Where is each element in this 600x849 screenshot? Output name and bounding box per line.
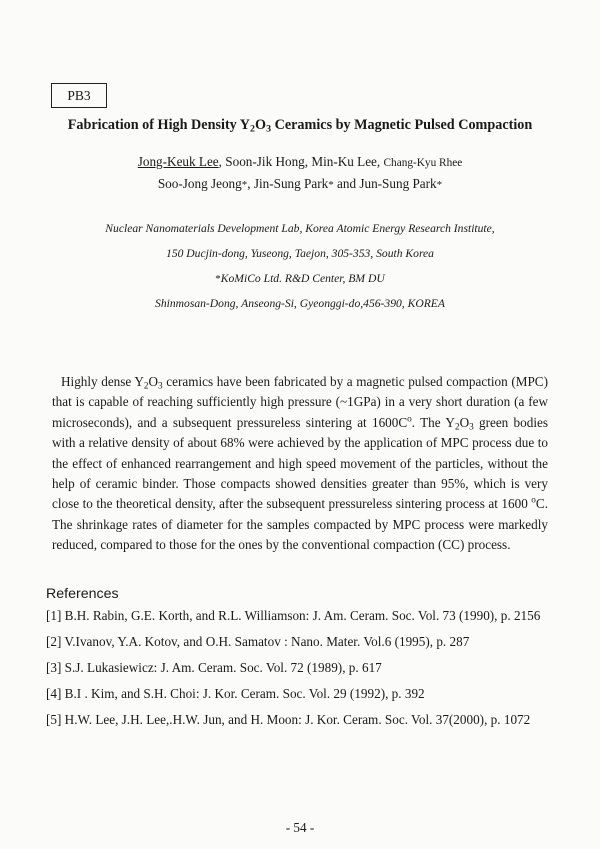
affiliation-mark-icon: * <box>328 179 334 191</box>
affiliation-line-4: Shinmosan-Dong, Anseong-Si, Gyeonggi-do,456-390, KOREA <box>155 297 445 310</box>
author-line-2: Soo-Jong Jeong*, Jin-Sung Park* and Jun-Sung Park* <box>157 176 443 191</box>
affiliation-mark-icon: * <box>215 273 221 285</box>
reference-item: [5] H.W. Lee, J.H. Lee,.H.W. Jun, and H. Moon: J. Kor. Ceram. Soc. Vol. 37(2000), p. 1072 <box>46 712 531 727</box>
reference-item: [2] V.Ivanov, Y.A. Kotov, and O.H. Samatov : Nano. Mater. Vol.6 (1995), p. 287 <box>46 634 470 649</box>
paper-title: Fabrication of High Density $Y_2O_3$ Ceramics by Magnetic Pulsed Compaction <box>67 117 533 135</box>
affiliation-mark-icon: * <box>436 179 443 191</box>
reference-item: [1] B.H. Rabin, G.E. Korth, and R.L. Williamson: J. Am. Ceram. Soc. Vol. 73 (1990), p. 2156 <box>46 608 541 623</box>
presenting-author: Jong-Keuk Lee <box>137 154 219 169</box>
author-line-1: Jong-Keuk Lee, Soon-Jik Hong, Min-Ku Lee, Chang-Kyu Rhee <box>137 154 463 169</box>
reference-item: [3] S.J. Lukasiewicz: J. Am. Ceram. Soc. Vol. 72 (1989), p. 617 <box>46 660 382 675</box>
references-heading: References <box>46 586 119 602</box>
affiliation-mark-icon: * <box>241 179 248 191</box>
session-code-box <box>51 83 107 108</box>
abstract <box>52 372 548 556</box>
affiliation-line-2: 150 Ducjin-dong, Yuseong, Taejon, 305-353, South Korea <box>166 247 434 260</box>
reference-item: [4] B.I . Kim, and S.H. Choi: J. Kor. Ceram. Soc. Vol. 29 (1992), p. 392 <box>46 686 425 701</box>
session-code: PB3 <box>67 87 91 103</box>
page-number: - 54 - <box>285 820 315 835</box>
affiliation-line-3: *KoMiCo Ltd. R&D Center, BM DU <box>215 272 385 285</box>
affiliation-line-1: Nuclear Nanomaterials Development Lab, Korea Atomic Energy Research Institute, <box>105 222 495 235</box>
abstract-paragraph: Highly dense $Y_2O_3$ ceramics have been fabricated by a magnetic pulsed compaction (MPC) that is capable of reaching sufficiently high pressure (~1GPa) in a very short duration (a few microseconds), and a subsequent pressureless sintering at $1600C^o$. The $Y_2O_3$ green bodies with a relative density of about 68% were achieved by the application of MPC process due to the effect of enhanced rearrangement and high speed movement of the particles, without the help of ceramic binder. Those compacts showed densities greater than 95%, which is very close to the theoretical density, after the subsequent pressureless sintering process at 1600 $^o$C. The shrinkage rates of diameter for the samples compacted by MPC process were markedly reduced, compared to those for the ones by the conventional compaction (CC) process. <box>52 374 548 553</box>
